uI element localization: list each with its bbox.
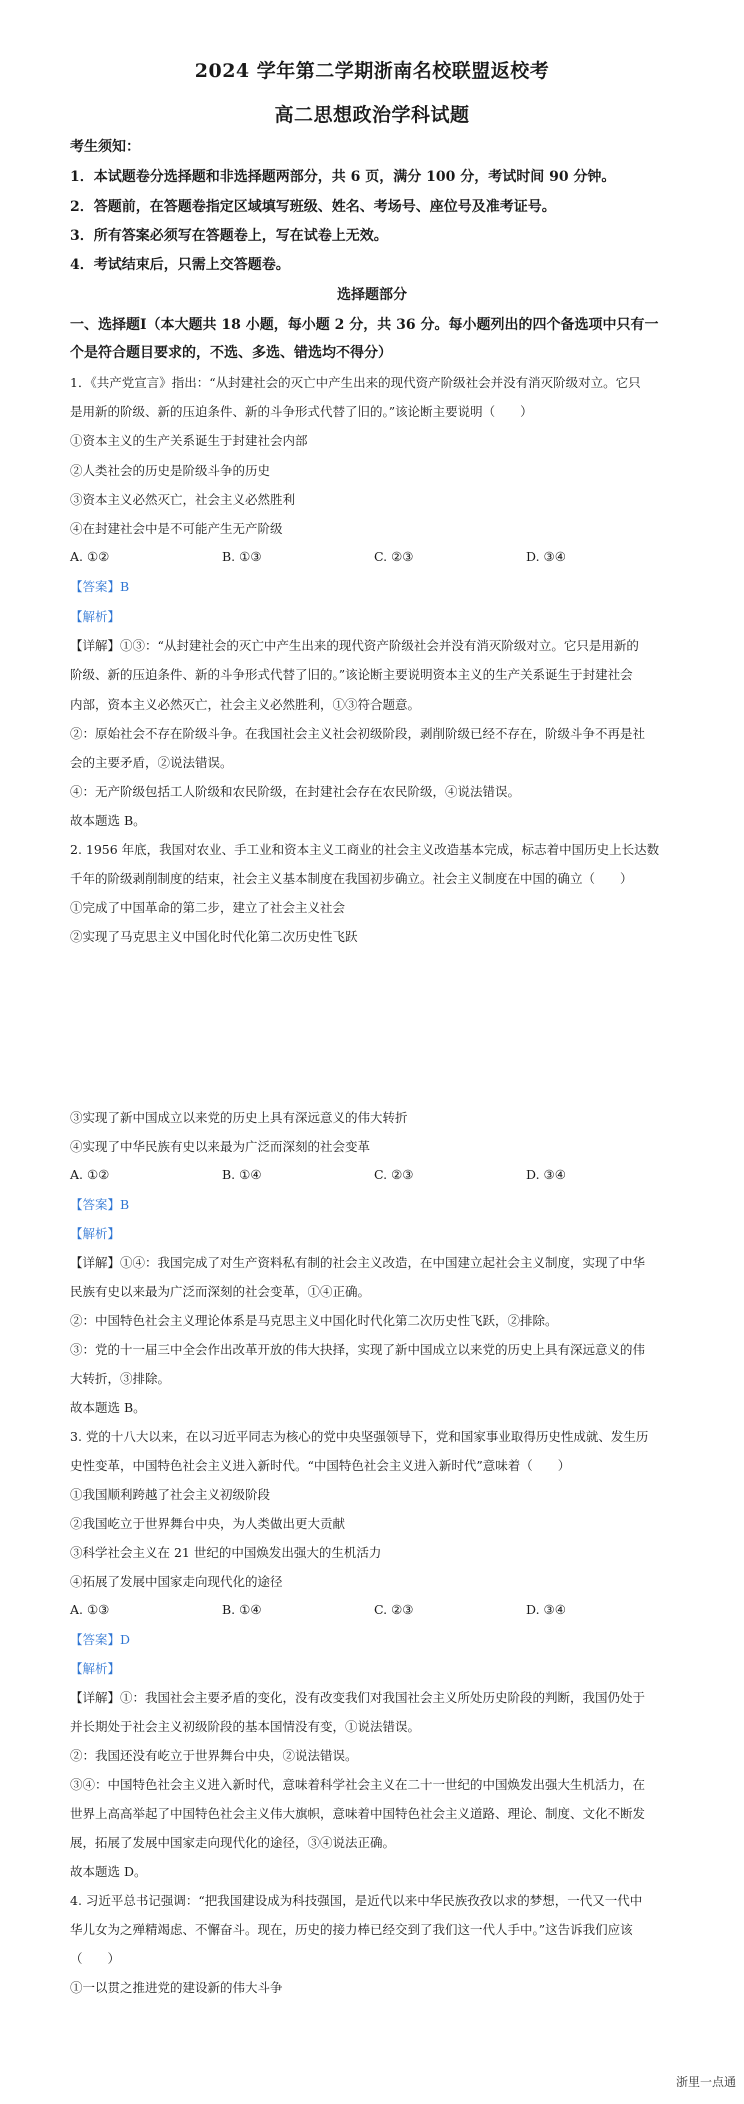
q1-item: ③资本主义必然灭亡，社会主义必然胜利 [70, 492, 296, 507]
q3-item: ①我国顺利跨越了社会主义初级阶段 [70, 1487, 271, 1502]
option-b: B. ①④ [222, 1167, 262, 1182]
q2-explain: ②：中国特色社会主义理论体系是马克思主义中国化时代化第二次历史性飞跃，②排除。 [70, 1313, 558, 1328]
section-instruction: 个是符合题目要求的，不选、多选、错选均不得分） [70, 345, 392, 361]
q3-answer: 【答案】D [70, 1632, 131, 1647]
q2-item: ④实现了中华民族有史以来最为广泛而深刻的社会变革 [70, 1139, 371, 1154]
option-d: D. ③④ [526, 1167, 566, 1182]
q1-stem: 是用新的阶级、新的压迫条件、新的斗争形式代替了旧的。”该论断主要说明（ ） [70, 404, 533, 419]
q1-options [70, 549, 690, 564]
q2-options [70, 1167, 690, 1182]
q3-stem: 3. 党的十八大以来，在以习近平同志为核心的党中央坚强领导下，党和国家事业取得历史性成就、发生历 [70, 1429, 649, 1444]
q3-analysis-label: 【解析】 [70, 1661, 121, 1676]
q1-item: ④在封建社会中是不可能产生无产阶级 [70, 521, 283, 536]
notice-item: 2．答题前，在答题卷指定区域填写班级、姓名、考场号、座位号及准考证号。 [70, 199, 556, 215]
q3-stem: 史性变革，中国特色社会主义进入新时代。“中国特色社会主义进入新时代”意味着（ ） [70, 1458, 571, 1473]
notice-item: 4．考试结束后，只需上交答题卷。 [70, 257, 290, 273]
q3-item: ④拓展了发展中国家走向现代化的途径 [70, 1574, 283, 1589]
q3-item: ③科学社会主义在 21 世纪的中国焕发出强大的生机活力 [70, 1545, 382, 1560]
q1-explain: ④：无产阶级包括工人阶级和农民阶级，在封建社会存在农民阶级，④说法错误。 [70, 784, 521, 799]
exam-title: 2024 学年第二学期浙南名校联盟返校考 [194, 60, 550, 82]
q2-stem: 千年的阶级剥削制度的结束，社会主义基本制度在我国初步确立。社会主义制度在中国的确立（ ） [70, 871, 633, 886]
q3-options [70, 1602, 690, 1617]
option-c: C. ②③ [374, 549, 414, 564]
q3-explain: 展，拓展了发展中国家走向现代化的途径，③④说法正确。 [70, 1835, 396, 1850]
q2-explain: 民族有史以来最为广泛而深刻的社会变革，①④正确。 [70, 1284, 371, 1299]
q2-explain: 【详解】①④：我国完成了对生产资料私有制的社会主义改造，在中国建立起社会主义制度，实现了中华 [70, 1255, 646, 1270]
exam-subtitle: 高二思想政治学科试题 [274, 104, 470, 126]
option-d: D. ③④ [526, 1602, 566, 1617]
q4-item: ①一以贯之推进党的建设新的伟大斗争 [70, 1980, 283, 1995]
section-instruction: 一、选择题Ⅰ（本大题共 18 小题，每小题 2 分，共 36 分。每小题列出的四个备选项中只有一 [70, 317, 659, 333]
option-a: A. ①② [70, 549, 110, 564]
q1-explain: 会的主要矛盾，②说法错误。 [70, 755, 233, 770]
q1-explain: 阶级、新的压迫条件、新的斗争形式代替了旧的。”该论断主要说明资本主义的生产关系诞生于封建社会 [70, 667, 633, 682]
section-title: 选择题部分 [337, 287, 407, 303]
q1-answer: 【答案】B [70, 579, 130, 594]
q2-item: ③实现了新中国成立以来党的历史上具有深远意义的伟大转折 [70, 1110, 408, 1125]
q2-explain: 大转折，③排除。 [70, 1371, 171, 1386]
watermark: 浙里一点通 [675, 2075, 736, 2089]
notice-item: 3．所有答案必须写在答题卷上，写在试卷上无效。 [70, 228, 388, 244]
q3-explain: 【详解】①：我国社会主要矛盾的变化，没有改变我们对我国社会主义所处历史阶段的判断，我国仍处于 [70, 1690, 646, 1705]
q4-stem: 4. 习近平总书记强调：“把我国建设成为科技强国，是近代以来中华民族孜孜以求的梦想，一代又一代中 [70, 1893, 643, 1908]
q4-stem: （ ） [70, 1951, 121, 1966]
q2-item: ①完成了中国革命的第二步，建立了社会主义社会 [70, 900, 346, 915]
q2-answer: 【答案】B [70, 1197, 130, 1212]
q2-explain: ③：党的十一届三中全会作出改革开放的伟大抉择，实现了新中国成立以来党的历史上具有深远意义的伟 [70, 1342, 646, 1357]
q3-explain: 世界上高高举起了中国特色社会主义伟大旗帜，意味着中国特色社会主义道路、理论、制度、文化不断发 [70, 1806, 646, 1821]
q3-item: ②我国屹立于世界舞台中央，为人类做出更大贡献 [70, 1516, 346, 1531]
option-b: B. ①④ [222, 1602, 262, 1617]
q3-explain: ②：我国还没有屹立于世界舞台中央，②说法错误。 [70, 1748, 358, 1763]
option-a: A. ①② [70, 1167, 110, 1182]
q1-explain: ②：原始社会不存在阶级斗争。在我国社会主义社会初级阶段，剥削阶级已经不存在，阶级斗争不再是社 [70, 726, 646, 741]
q2-item: ②实现了马克思主义中国化时代化第二次历史性飞跃 [70, 929, 358, 944]
q1-item: ②人类社会的历史是阶级斗争的历史 [70, 463, 271, 478]
notice-heading: 考生须知： [70, 139, 140, 155]
option-a: A. ①③ [70, 1602, 110, 1617]
q3-explain: 故本题选 D。 [70, 1864, 147, 1879]
option-c: C. ②③ [374, 1602, 414, 1617]
q1-analysis-label: 【解析】 [70, 609, 121, 624]
q1-stem: 1．《共产党宣言》指出：“从封建社会的灭亡中产生出来的现代资产阶级社会并没有消灭阶级对立。它只 [70, 375, 641, 390]
option-d: D. ③④ [526, 549, 566, 564]
q1-item: ①资本主义的生产关系诞生于封建社会内部 [70, 433, 308, 448]
q3-explain: ③④：中国特色社会主义进入新时代，意味着科学社会主义在二十一世纪的中国焕发出强大生机活力，在 [70, 1777, 646, 1792]
q1-explain: 【详解】①③：“从封建社会的灭亡中产生出来的现代资产阶级社会并没有消灭阶级对立。它只是用新的 [70, 638, 639, 653]
q2-explain: 故本题选 B。 [70, 1400, 146, 1415]
option-c: C. ②③ [374, 1167, 414, 1182]
q3-explain: 并长期处于社会主义初级阶段的基本国情没有变，①说法错误。 [70, 1719, 421, 1734]
option-b: B. ①③ [222, 549, 262, 564]
q1-explain: 内部，资本主义必然灭亡，社会主义必然胜利，①③符合题意。 [70, 697, 421, 712]
q2-stem: 2. 1956 年底，我国对农业、手工业和资本主义工商业的社会主义改造基本完成，标志着中国历史上长达数 [70, 842, 660, 857]
notice-item: 1．本试题卷分选择题和非选择题两部分，共 6 页，满分 100 分，考试时间 90 分钟。 [70, 169, 616, 185]
q4-stem: 华儿女为之殚精竭虑、不懈奋斗。现在，历史的接力棒已经交到了我们这一代人手中。”这告诉我们应该 [70, 1922, 633, 1937]
q2-analysis-label: 【解析】 [70, 1226, 121, 1241]
q1-explain: 故本题选 B。 [70, 813, 146, 828]
